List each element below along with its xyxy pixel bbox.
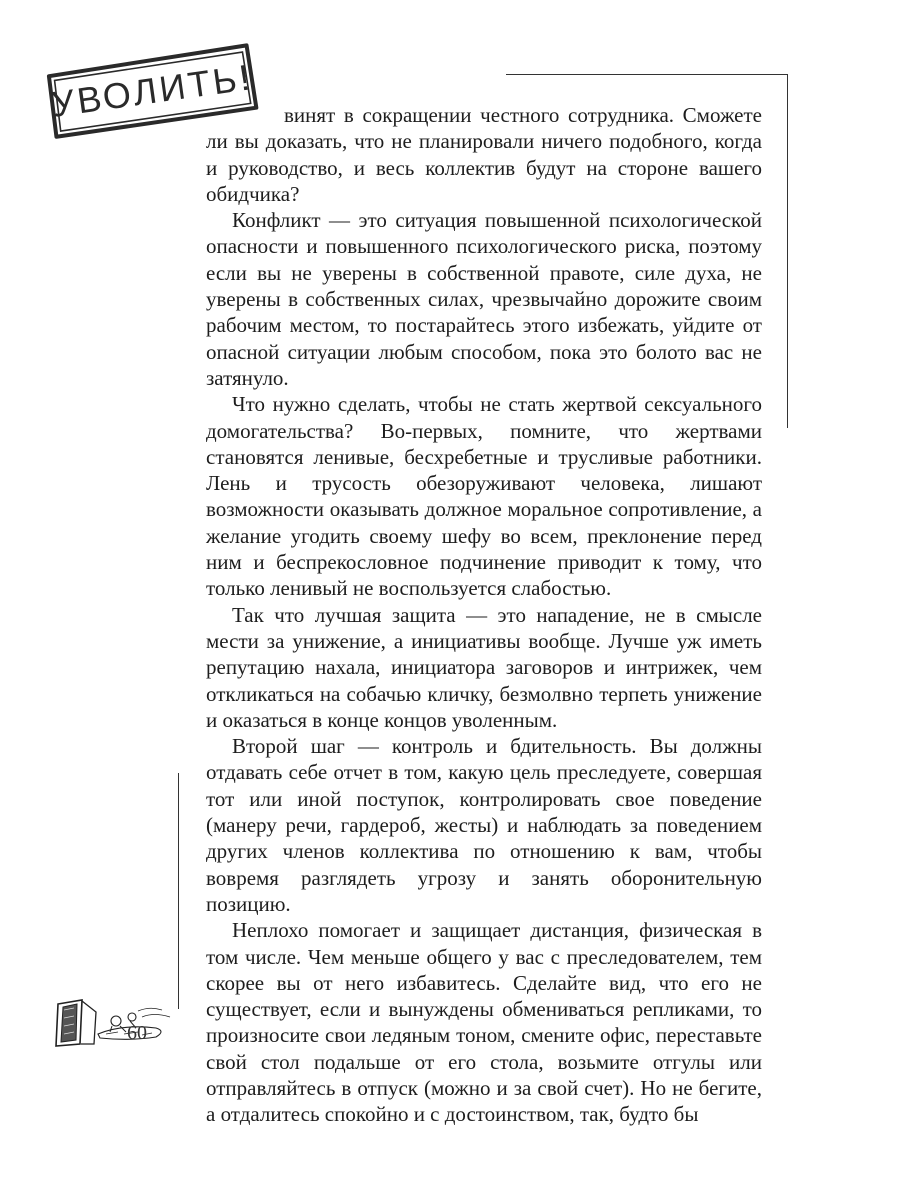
right-rule	[787, 74, 788, 428]
stamp-label: УВОЛИТЬ!	[48, 56, 256, 125]
paragraph: Так что лучшая защита — это нападение, не в смысле мести за унижение, а инициативы вообще. Лучше уж иметь репутацию нахала, инициатора заговоров и интрижек, чем откликаться на собачью кличку, безмолвно терпеть унижение и оказаться в конце концов уволенным.	[206, 602, 762, 732]
paragraph: Что нужно сделать, чтобы не стать жертвой сексуального домогательства? Во-первых, помните, что жертвами становятся ленивые, бесхребетные и трусливые работники. Лень и трусость обезоруживают человека, лишают возможности оказывать должное моральное сопротивление, а желание угодить своему шефу во всем, преклонение перед ним и беспрекословное подчинение приводит к тому, что только ленивый не воспользуется слабостью.	[206, 392, 762, 601]
page-number: 60	[127, 1022, 147, 1044]
door-escape-sketch	[52, 998, 178, 1048]
body-text	[206, 102, 762, 1128]
paragraph: винят в сокращении честного сотрудника. Сможете ли вы доказать, что не планировали ничего подобного, когда и руководство, и весь коллектив будут на стороне вашего обидчика?	[206, 103, 762, 206]
paragraph: Конфликт — это ситуация повышенной психологической опасности и повышенного психологического риска, поэтому если вы не уверены в собственной правоте, силе духа, не уверены в собственных силах, чрезвычайно дорожите своим рабочим местом, то постарайтесь этого избежать, уйдите от опасной ситуации любым способом, пока это болото вас не затянуло.	[206, 208, 762, 390]
paragraph: Второй шаг — контроль и бдительность. Вы должны отдавать себе отчет в том, какую цель преследуете, совершая тот или иной поступок, контролировать свое поведение (манеру речи, гардероб, жесты) и наблюдать за поведением других членов коллектива по отношению к вам, чтобы вовремя разглядеть угрозу и занять оборонительную позицию.	[206, 734, 762, 916]
top-rule	[506, 74, 788, 75]
paragraph: Неплохо помогает и защищает дистанция, физическая в том числе. Чем меньше общего у вас с преследователем, тем скорее вы от него избавитесь. Сделайте вид, что его не существует, если и вынуждены обмениваться репликами, то произносите свои ледяным тоном, смените офис, переставьте свой стол подальше от его стола, возьмите отгулы или отправляйтесь в отпуск (можно и за свой счет). Но не бегите, а отдалитесь спокойно и с достоинством, так, будто бы	[206, 918, 762, 1127]
door-illustration	[52, 998, 178, 1053]
left-rule	[178, 773, 179, 1009]
